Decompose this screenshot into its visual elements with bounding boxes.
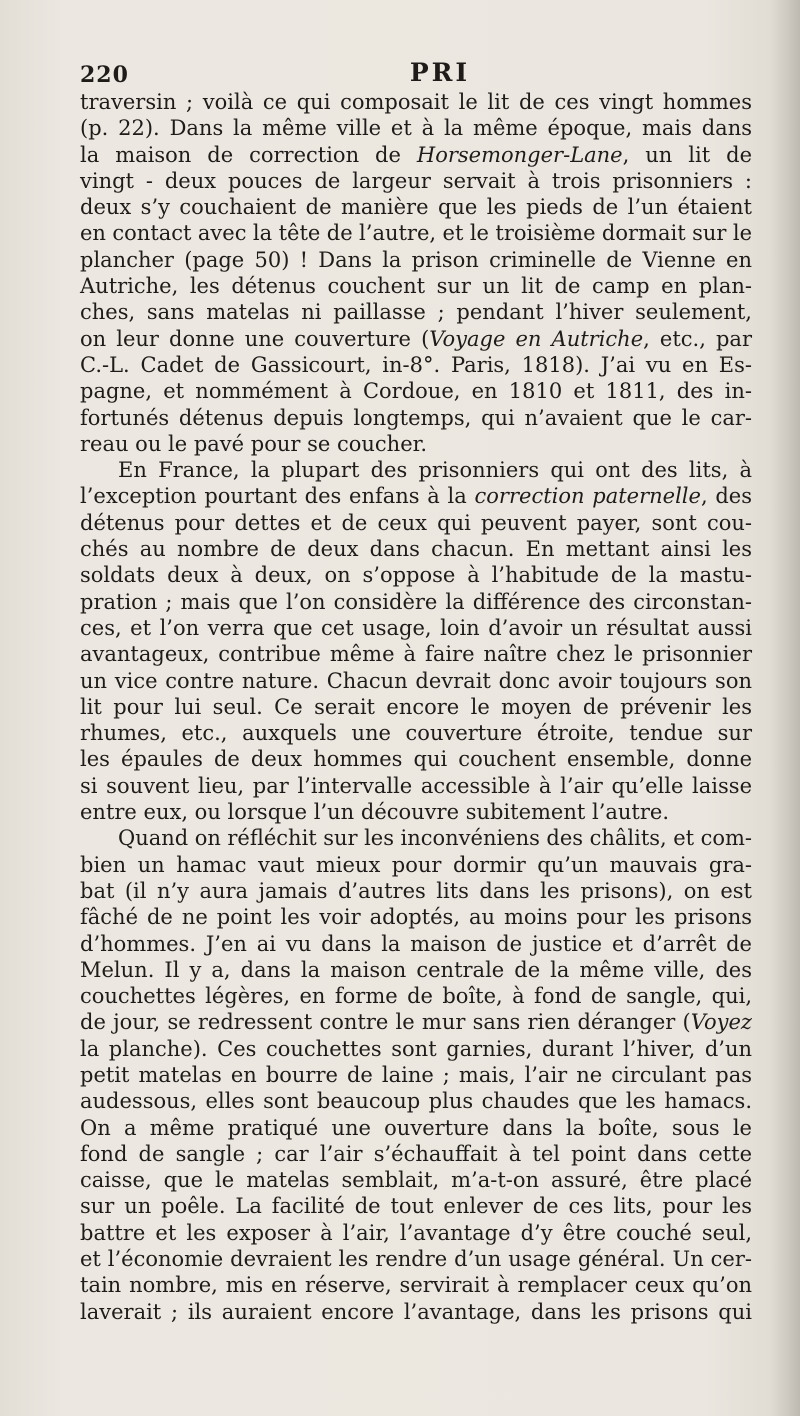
text-line [80, 483, 752, 509]
text-line-content: d’hommes. J’en ai vu dans la maison de justice et d’arrêt de [80, 931, 752, 956]
text-line-content: On a même pratiqué une ouverture dans la boîte, sous le [80, 1115, 752, 1140]
text-line [80, 89, 752, 115]
text-line-content: fond de sangle ; car l’air s’échauffait à tel point dans cette [80, 1141, 752, 1166]
text-line [80, 1193, 752, 1219]
text-line-content: ches, sans matelas ni paillasse ; pendant l’hiver seulement, [80, 300, 752, 325]
text-line-content: En France, la plupart des prisonniers qui ont des lits, à [118, 458, 752, 483]
text-line-content: reau ou le pavé pour se coucher. [80, 431, 428, 456]
text-line-content: vingt - deux pouces de largeur servait à trois prisonniers : [80, 168, 752, 193]
text-line [80, 1009, 752, 1035]
text-line-content: l’exception pourtant des enfans à la correction paternelle, des [80, 484, 752, 509]
text-line [80, 405, 752, 431]
text-line-content: si souvent lieu, par l’intervalle accessible à l’air qu’elle laisse [80, 773, 752, 798]
body-text [80, 89, 752, 1325]
text-line [80, 194, 752, 220]
text-line [80, 142, 752, 168]
text-line-content: un vice contre nature. Chacun devrait donc avoir toujours son [80, 668, 752, 693]
text-line-content: fortunés détenus depuis longtemps, qui n’avaient que le car- [80, 405, 752, 430]
text-line-content: la planche). Ces couchettes sont garnies, durant l’hiver, d’un [80, 1036, 752, 1061]
text-line [80, 299, 752, 325]
text-line-content: sur un poêle. La facilité de tout enlever de ces lits, pour les [80, 1194, 752, 1219]
text-line-content: ces, et l’on verra que cet usage, loin d’avoir un résultat aussi [80, 615, 752, 640]
text-line [80, 773, 752, 799]
text-line [80, 220, 752, 246]
text-line [80, 1246, 752, 1272]
text-line-content: caisse, que le matelas semblait, m’a-t-on assuré, être placé [80, 1168, 752, 1193]
text-line-content: laverait ; ils auraient encore l’avantage, dans les prisons qui [80, 1299, 752, 1324]
text-line [80, 273, 752, 299]
text-line-content: Autriche, les détenus couchent sur un lit de camp en plan- [80, 274, 752, 299]
text-line [80, 536, 752, 562]
text-line-content: on leur donne une couverture (Voyage en Autriche, etc., par [80, 326, 752, 351]
text-line [80, 615, 752, 641]
text-line-content: et l’économie devraient les rendre d’un usage général. Un cer- [80, 1247, 752, 1272]
text-line-content: Melun. Il y a, dans la maison centrale de la même ville, des [80, 957, 752, 982]
text-line [80, 589, 752, 615]
text-line [80, 931, 752, 957]
text-line [80, 352, 752, 378]
text-line [80, 431, 752, 457]
text-line-content: deux s’y couchaient de manière que les pieds de l’un étaient [80, 195, 752, 220]
text-line [80, 983, 752, 1009]
text-line [80, 904, 752, 930]
text-line-content: battre et les exposer à l’air, l’avantage d’y être couché seul, [80, 1220, 752, 1245]
text-line-content: (p. 22). Dans la même ville et à la même époque, mais dans [80, 116, 752, 141]
text-line [80, 668, 752, 694]
text-line-content: Quand on réfléchit sur les inconvéniens des châlits, et com- [118, 826, 752, 851]
text-line-content: soldats deux à deux, on s’oppose à l’habitude de la mastu- [80, 563, 752, 588]
text-line [80, 326, 752, 352]
text-line-content: chés au nombre de deux dans chacun. En mettant ainsi les [80, 537, 752, 562]
text-line-content: rhumes, etc., auxquels une couverture étroite, tendue sur [80, 721, 752, 746]
text-line [80, 1220, 752, 1246]
text-line [80, 825, 752, 851]
text-line [80, 1036, 752, 1062]
text-line [80, 1272, 752, 1298]
text-line-content: couchettes légères, en forme de boîte, à fond de sangle, qui, [80, 984, 752, 1009]
text-line [80, 694, 752, 720]
text-line [80, 510, 752, 536]
text-line [80, 562, 752, 588]
text-line [80, 641, 752, 667]
page-number: 220 [80, 62, 129, 88]
text-line-content: tain nombre, mis en réserve, servirait à remplacer ceux qu’on [80, 1273, 752, 1298]
text-line [80, 1062, 752, 1088]
text-line [80, 1167, 752, 1193]
text-line [80, 1088, 752, 1114]
text-line [80, 168, 752, 194]
text-line [80, 1299, 752, 1325]
text-line-content: détenus pour dettes et de ceux qui peuvent payer, sont cou- [80, 510, 752, 535]
text-line-content: petit matelas en bourre de laine ; mais, l’air ne circulant pas [80, 1062, 752, 1087]
text-line [80, 1141, 752, 1167]
text-line [80, 720, 752, 746]
page-gutter-shadow [770, 0, 800, 1416]
text-line-content: bien un hamac vaut mieux pour dormir qu’un mauvais gra- [80, 852, 752, 877]
text-line [80, 746, 752, 772]
text-line-content: plancher (page 50) ! Dans la prison criminelle de Vienne en [80, 247, 752, 272]
text-line-content: pagne, et nommément à Cordoue, en 1810 et 1811, des in- [80, 379, 752, 404]
text-line-content: la maison de correction de Horsemonger-Lane, un lit de [80, 142, 752, 167]
text-line [80, 1115, 752, 1141]
text-line [80, 115, 752, 141]
text-line [80, 457, 752, 483]
text-line-content: pration ; mais que l’on considère la différence des circonstan- [80, 589, 752, 614]
text-line-content: en contact avec la tête de l’autre, et le troisième dormait sur le [80, 221, 752, 246]
running-head [80, 58, 752, 92]
text-line-content: fâché de ne point les voir adoptés, au moins pour les prisons [80, 905, 752, 930]
text-line-content: audessous, elles sont beaucoup plus chaudes que les hamacs. [80, 1089, 752, 1114]
text-line-content: traversin ; voilà ce qui composait le lit de ces vingt hommes [80, 90, 752, 114]
text-line-content: de jour, se redressent contre le mur sans rien déranger (Voyez [80, 1010, 752, 1035]
text-line [80, 878, 752, 904]
text-line-content: entre eux, ou lorsque l’un découvre subitement l’autre. [80, 800, 670, 825]
text-line-content: bat (il n’y aura jamais d’autres lits dans les prisons), on est [80, 878, 752, 903]
text-line-content: C.-L. Cadet de Gassicourt, in-8°. Paris, 1818). J’ai vu en Es- [80, 352, 752, 377]
text-line-content: lit pour lui seul. Ce serait encore le moyen de prévenir les [80, 694, 752, 719]
text-line [80, 852, 752, 878]
running-title: PRI [409, 58, 471, 87]
text-line-content: avantageux, contribue même à faire naître chez le prisonnier [80, 642, 752, 667]
text-line [80, 378, 752, 404]
text-line-content: les épaules de deux hommes qui couchent ensemble, donne [80, 747, 752, 772]
text-line [80, 957, 752, 983]
text-line [80, 247, 752, 273]
text-line [80, 799, 752, 825]
